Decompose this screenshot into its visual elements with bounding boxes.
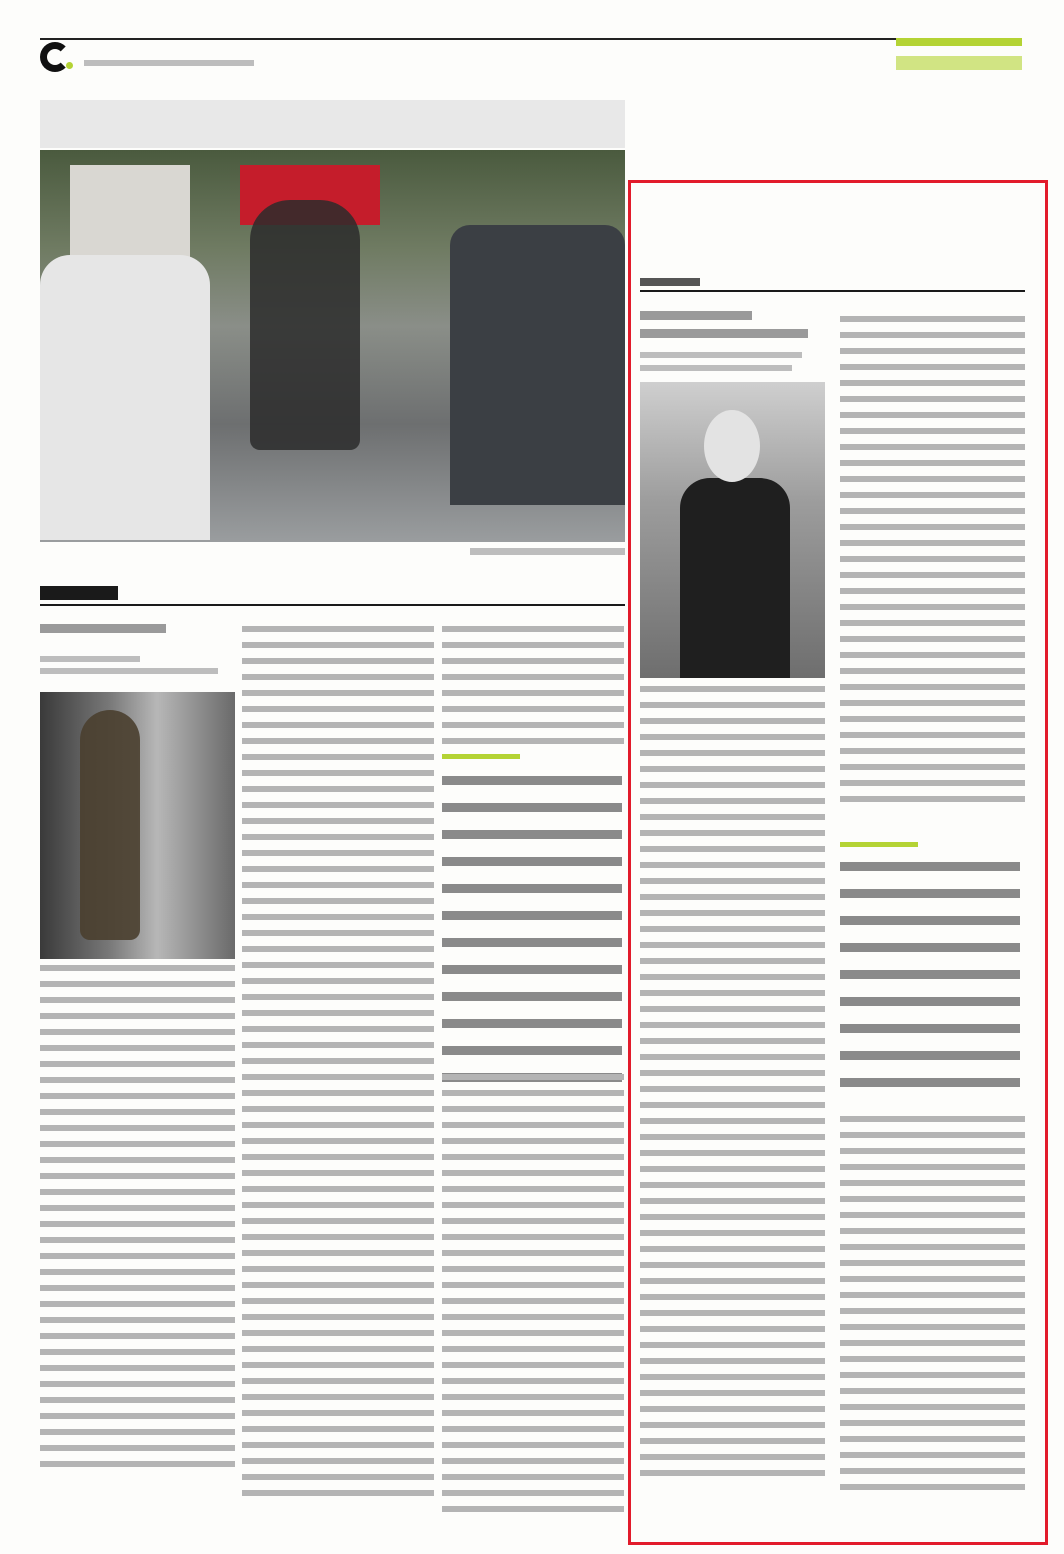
header-rule [40, 38, 1022, 40]
statue-figure-shape [80, 710, 140, 940]
guest-column-2-text [840, 316, 1025, 812]
guest-column-2-text-bottom [840, 1116, 1025, 1500]
section-accent-bar [896, 38, 1022, 46]
guest-quote-accent-rule [840, 842, 918, 847]
quote-accent-rule [442, 754, 520, 759]
photo-credit [470, 548, 625, 555]
guest-column-1-text [640, 686, 825, 1486]
column-1-text [40, 965, 235, 1477]
newspaper-logo-icon [40, 42, 70, 72]
photo-opinion-header [40, 100, 625, 148]
column-title [40, 624, 166, 633]
photo-cyclist-shape [250, 200, 360, 450]
guest-author-email [640, 365, 792, 371]
guest-rule [640, 290, 1025, 292]
pull-quote-2 [840, 862, 1020, 1105]
date-line [84, 60, 254, 66]
column-2-text [242, 626, 434, 1506]
logo-dot [66, 62, 73, 69]
pull-quote-1 [442, 776, 622, 1100]
el-pais-logo [40, 586, 118, 600]
guest-author-byline [640, 352, 802, 358]
photo-car-left-shape [40, 255, 210, 540]
author-email [40, 668, 218, 674]
guest-section-label [640, 278, 700, 286]
author-byline [40, 656, 140, 662]
guest-title-line-1 [640, 311, 752, 320]
portrait-face-shape [704, 410, 760, 482]
column-3-text-bottom [442, 1074, 624, 1522]
portrait-body-shape [680, 478, 790, 678]
column-rule [40, 604, 625, 606]
guest-title-line-2 [640, 329, 808, 338]
photo-car-right-shape [450, 225, 625, 505]
column-3-text-top [442, 626, 624, 754]
section-label-block [896, 56, 1022, 70]
